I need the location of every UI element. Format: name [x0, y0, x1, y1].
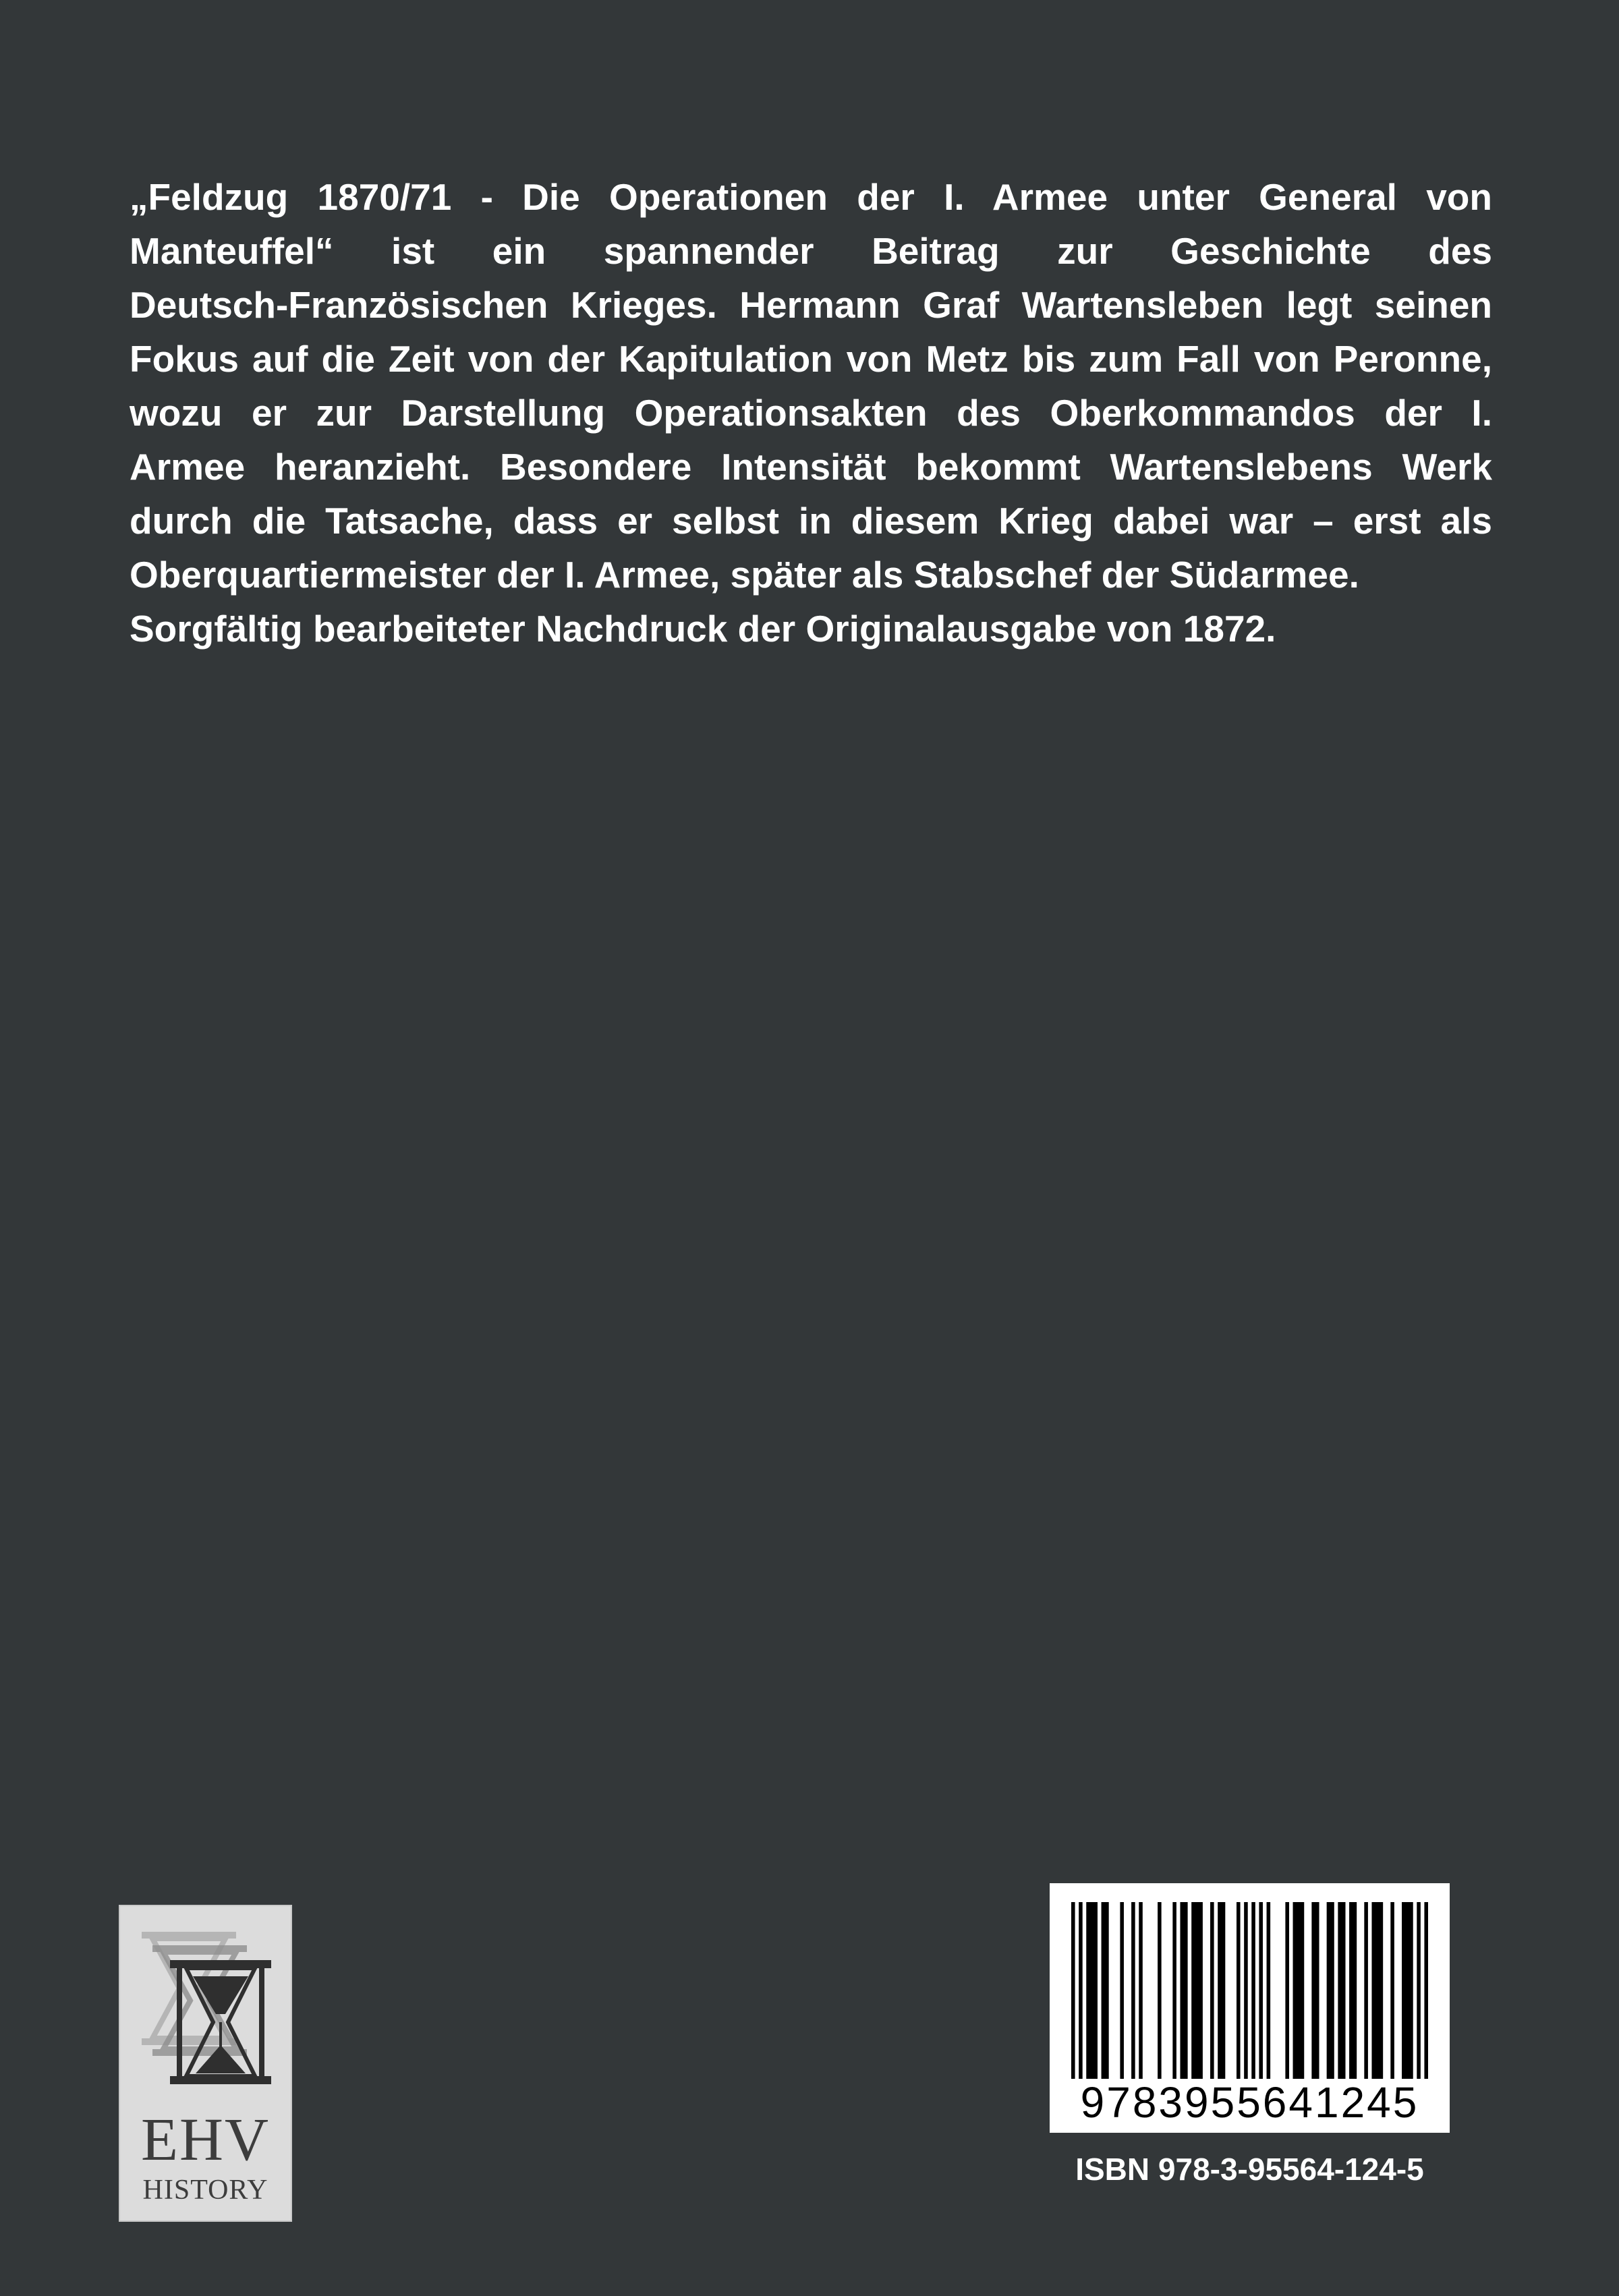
blurb-line: Sorgfältig bearbeiteter Nachdruck der Originalausgabe von 1872. — [130, 608, 1276, 650]
blurb-line: Deutsch-Französischen Krieges. Hermann Graf Wartensleben legt seinen — [130, 284, 1492, 326]
barcode-bar — [1172, 1902, 1176, 2079]
barcode-bar — [1285, 1902, 1289, 2079]
blurb-line: „Feldzug 1870/71 - Die Operationen der I. Armee unter General von — [130, 176, 1492, 218]
barcode-bar — [1131, 1902, 1135, 2079]
barcode-bar — [1158, 1902, 1162, 2079]
barcode-bar — [1390, 1902, 1394, 2079]
barcode-bar — [1139, 1902, 1143, 2079]
publisher-imprint: HISTORY — [142, 2175, 268, 2206]
barcode-bar — [1191, 1902, 1203, 2079]
blurb-line: Oberquartiermeister der I. Armee, später als Stabschef der Südarmee. — [130, 554, 1359, 596]
blurb-line: Armee heranzieht. Besondere Intensität bekommt Wartenslebens Werk — [130, 446, 1492, 488]
barcode-bar — [1102, 1902, 1109, 2079]
barcode-bar — [1086, 1902, 1098, 2079]
barcode-bar — [1120, 1902, 1124, 2079]
barcode-bar — [1259, 1902, 1263, 2079]
barcode-bar — [1327, 1902, 1334, 2079]
barcode-bar — [1244, 1902, 1248, 2079]
barcode-bars — [1071, 1902, 1428, 2079]
publisher-logo — [119, 1905, 292, 2222]
barcode-number: 9783955641245 — [1080, 2078, 1419, 2127]
hourglass-icon — [120, 1906, 293, 2102]
barcode-bar — [1293, 1902, 1305, 2079]
barcode-bar — [1417, 1902, 1421, 2079]
isbn-label: ISBN 978-3-95564-124-5 — [1075, 2152, 1424, 2187]
barcode-bar — [1210, 1902, 1214, 2079]
barcode-bar — [1338, 1902, 1345, 2079]
barcode-bar — [1180, 1902, 1187, 2079]
barcode-bar — [1424, 1902, 1428, 2079]
barcode-bar — [1218, 1902, 1225, 2079]
barcode-bar — [1251, 1902, 1255, 2079]
blurb-line: durch die Tatsache, dass er selbst in diesem Krieg dabei war – erst als — [130, 500, 1492, 542]
barcode-bar — [1364, 1902, 1368, 2079]
back-cover-blurb — [130, 170, 1492, 656]
barcode-bar — [1371, 1902, 1383, 2079]
blurb-line: wozu er zur Darstellung Operationsakten des Oberkommandos der I. — [130, 392, 1492, 434]
barcode-bar — [1402, 1902, 1413, 2079]
barcode-bar — [1267, 1902, 1271, 2079]
barcode-bar — [1079, 1902, 1083, 2079]
barcode-bar — [1349, 1902, 1357, 2079]
blurb-line: Fokus auf die Zeit von der Kapitulation von Metz bis zum Fall von Peronne, — [130, 338, 1492, 380]
blurb-line: Manteuffel“ ist ein spannender Beitrag zur Geschichte des — [130, 230, 1492, 272]
barcode-bar — [1311, 1902, 1319, 2079]
barcode-bar — [1237, 1902, 1241, 2079]
barcode-bar — [1071, 1902, 1075, 2079]
publisher-name: EHV — [141, 2106, 270, 2173]
barcode — [1050, 1883, 1450, 2133]
